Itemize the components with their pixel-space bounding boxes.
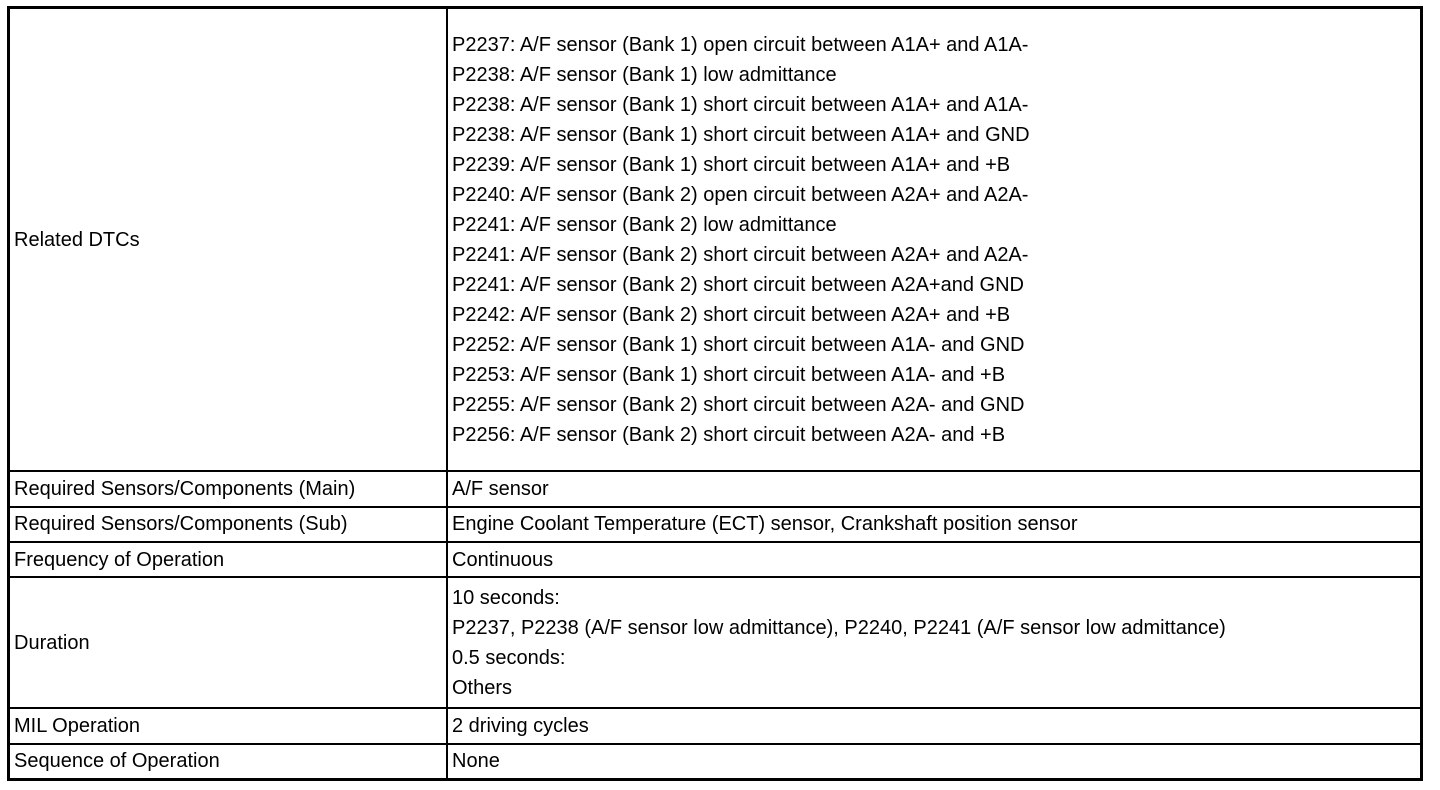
table-row-mil-operation	[10, 708, 1420, 743]
related-dtcs-label: Related DTCs	[10, 9, 447, 471]
frequency-value: Continuous	[447, 542, 1420, 577]
duration-value	[447, 577, 1420, 708]
table-row-frequency	[10, 542, 1420, 577]
table-row-main-components	[10, 471, 1420, 506]
table-row-related-dtcs	[10, 9, 1420, 471]
dtc-item: P2237: A/F sensor (Bank 1) open circuit between A1A+ and A1A-	[452, 33, 1029, 56]
dtc-item: P2241: A/F sensor (Bank 2) low admittance	[452, 213, 837, 236]
main-components-value: A/F sensor	[447, 471, 1420, 506]
duration-line: 0.5 seconds:	[452, 646, 566, 669]
dtc-item: P2241: A/F sensor (Bank 2) short circuit between A2A+and GND	[452, 273, 1024, 296]
dtc-item: P2253: A/F sensor (Bank 1) short circuit between A1A- and +B	[452, 363, 1006, 386]
dtc-item: P2256: A/F sensor (Bank 2) short circuit between A2A- and +B	[452, 423, 1006, 446]
related-dtcs-list	[447, 9, 1420, 471]
duration-line: 10 seconds:	[452, 586, 560, 609]
monitor-strategy-table	[10, 9, 1420, 778]
main-components-label: Required Sensors/Components (Main)	[10, 471, 447, 506]
dtc-item: P2238: A/F sensor (Bank 1) short circuit between A1A+ and A1A-	[452, 93, 1029, 116]
table-row-sub-components	[10, 507, 1420, 542]
dtc-item: P2252: A/F sensor (Bank 1) short circuit between A1A- and GND	[452, 333, 1025, 356]
dtc-item: P2239: A/F sensor (Bank 1) short circuit between A1A+ and +B	[452, 153, 1011, 176]
sub-components-label: Required Sensors/Components (Sub)	[10, 507, 447, 542]
dtc-item: P2238: A/F sensor (Bank 1) short circuit between A1A+ and GND	[452, 123, 1030, 146]
duration-line: P2237, P2238 (A/F sensor low admittance), P2240, P2241 (A/F sensor low admittance)	[452, 616, 1226, 639]
mil-operation-label: MIL Operation	[10, 708, 447, 743]
sub-components-value: Engine Coolant Temperature (ECT) sensor, Crankshaft position sensor	[447, 507, 1420, 542]
sequence-label: Sequence of Operation	[10, 744, 447, 778]
duration-label: Duration	[10, 577, 447, 708]
dtc-item: P2240: A/F sensor (Bank 2) open circuit between A2A+ and A2A-	[452, 183, 1029, 206]
frequency-label: Frequency of Operation	[10, 542, 447, 577]
monitor-strategy-table-container	[7, 6, 1423, 781]
dtc-item: P2255: A/F sensor (Bank 2) short circuit between A2A- and GND	[452, 393, 1025, 416]
dtc-item: P2238: A/F sensor (Bank 1) low admittance	[452, 63, 837, 86]
mil-operation-value: 2 driving cycles	[447, 708, 1420, 743]
dtc-item: P2241: A/F sensor (Bank 2) short circuit between A2A+ and A2A-	[452, 243, 1029, 266]
dtc-item: P2242: A/F sensor (Bank 2) short circuit between A2A+ and +B	[452, 303, 1011, 326]
table-row-duration	[10, 577, 1420, 708]
sequence-value: None	[447, 744, 1420, 778]
duration-line: Others	[452, 676, 513, 699]
table-row-sequence	[10, 744, 1420, 778]
